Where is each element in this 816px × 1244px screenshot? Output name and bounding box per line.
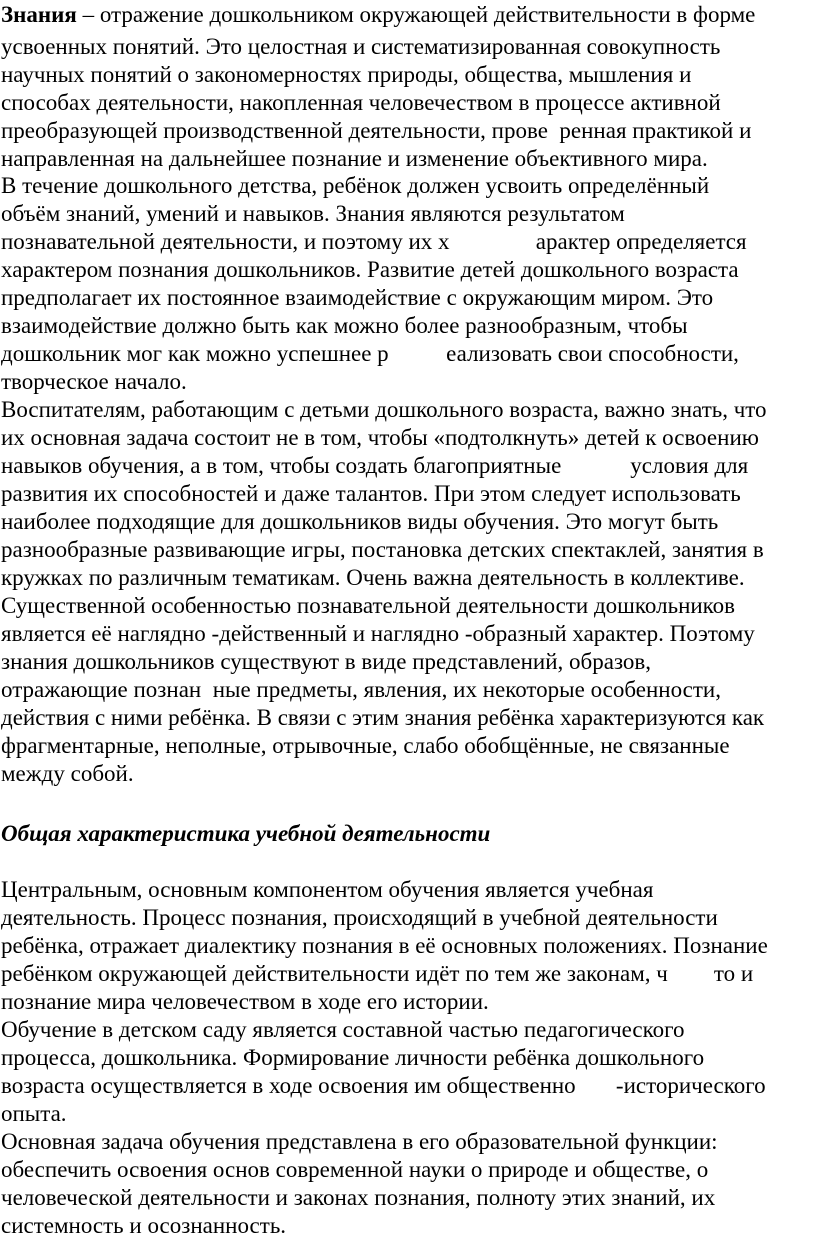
text-line: Обучение в детском саду является составной частью педагогического	[1, 1017, 685, 1042]
text-line: отражающие познан ные предметы, явления, их некоторые особенности,	[1, 677, 721, 702]
text-line: дошкольник мог как можно успешнее р еализовать свои способности,	[1, 341, 739, 366]
text-line: способах деятельности, накопленная человечеством в процессе активной	[1, 90, 721, 115]
text-line: обеспечить освоения основ современной науки о природе и обществе, о	[1, 1157, 709, 1182]
text-line: научных понятий о закономерностях природы, общества, мышления и	[1, 62, 692, 87]
text-line: взаимодействие должно быть как можно более разнообразным, чтобы	[1, 313, 688, 338]
text-line: преобразующей производственной деятельности, прове ренная практикой и	[1, 118, 752, 143]
text-line: фрагментарные, неполные, отрывочные, слабо обобщённые, не связанные	[1, 733, 730, 758]
text-line: объём знаний, умений и навыков. Знания являются результатом	[1, 201, 625, 226]
text-line: возраста осуществляется в ходе освоения им общественно -исторического	[1, 1073, 766, 1098]
text-line: творческое начало.	[1, 369, 187, 394]
text-line: между собой.	[1, 761, 134, 786]
text-line: опыта.	[1, 1101, 67, 1126]
text-line: человеческой деятельности и законах познания, полноту этих знаний, их	[1, 1185, 716, 1210]
text-line: Центральным, основным компонентом обучения является учебная	[1, 877, 654, 902]
text-line: их основная задача состоит не в том, чтобы «подтолкнуть» детей к освоению	[1, 425, 759, 450]
text-line: характером познания дошкольников. Развитие детей дошкольного возраста	[1, 257, 739, 282]
text-line: кружках по различным тематикам. Очень важна деятельность в коллективе.	[1, 565, 745, 590]
text-line: разнообразные развивающие игры, постановка детских спектаклей, занятия в	[1, 537, 764, 562]
paragraph-knowledge-definition	[1, 1, 755, 29]
text-line: развития их способностей и даже талантов. При этом следует использовать	[1, 481, 741, 506]
text-line: процесса, дошкольника. Формирование личности ребёнка дошкольного	[1, 1045, 705, 1070]
text-line: Существенной особенностью познавательной деятельности дошкольников	[1, 593, 736, 618]
text-line: В течение дошкольного детства, ребёнок должен усвоить определённый	[1, 173, 710, 198]
text-line: направленная на дальнейшее познание и изменение объективного мира.	[1, 146, 708, 171]
text-line: знания дошкольников существуют в виде представлений, образов,	[1, 649, 652, 674]
text-line: Воспитателям, работающим с детьми дошкольного возраста, важно знать, что	[1, 397, 767, 422]
text-line: деятельность. Процесс познания, происходящий в учебной деятельности	[1, 905, 718, 930]
text-line: познание мира человечеством в ходе его истории.	[1, 989, 489, 1014]
text-line: ребёнком окружающей действительности идёт по тем же законам, ч то и	[1, 961, 754, 986]
text-line: усвоенных понятий. Это целостная и систематизированная совокупность	[1, 34, 721, 59]
text-line: Основная задача обучения представлена в его образовательной функции:	[1, 1129, 718, 1154]
term-knowledge: Знания	[1, 2, 77, 27]
text-line: системность и осознанность.	[1, 1213, 287, 1238]
text-line: является её наглядно -действенный и наглядно -образный характер. Поэтому	[1, 621, 755, 646]
section-heading: Общая характеристика учебной деятельности	[1, 821, 491, 846]
text-line: навыков обучения, а в том, чтобы создать благоприятные условия для	[1, 453, 749, 478]
text-line: ребёнка, отражает диалектику познания в её основных положениях. Познание	[1, 933, 768, 958]
text-line: – отражение дошкольником окружающей действительности в форме	[76, 2, 756, 27]
text-line: предполагает их постоянное взаимодействие с окружающим миром. Это	[1, 285, 714, 310]
text-line: познавательной деятельности, и поэтому их х арактер определяется	[1, 229, 747, 254]
text-line: действия с ними ребёнка. В связи с этим знания ребёнка характеризуются как	[1, 705, 765, 730]
text-line: наиболее подходящие для дошкольников виды обучения. Это могут быть	[1, 509, 719, 534]
